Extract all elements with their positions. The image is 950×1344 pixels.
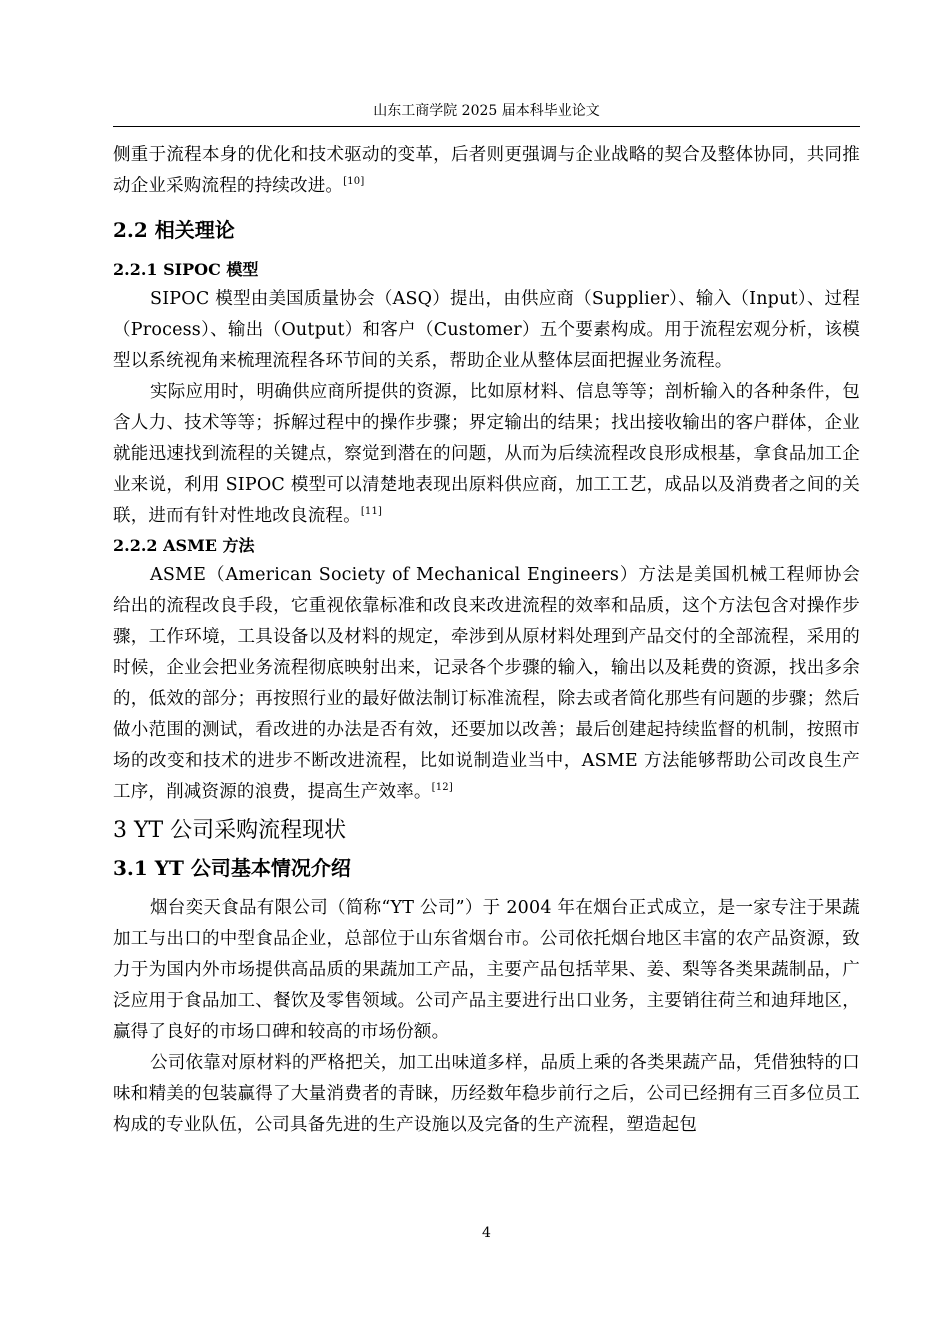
running-header: 山东工商学院 2025 届本科毕业论文 [373, 103, 600, 119]
citation-11: [11] [360, 506, 383, 518]
subsection-heading-2-2-2: 2.2.2 ASME 方法 [113, 536, 255, 555]
header-rule [113, 126, 860, 127]
paragraph-company-quality: 公司依靠对原材料的严格把关，加工出味道多样，品质上乘的各类果蔬产品，凭借独特的口味和精美的包装赢得了大量消费者的青睐，历经数年稳步前行之后，公司已经拥有三百多位员工构成的专业队伍，公司具备先进的生产设施以及完备的生产流程，塑造起包 [113, 1053, 860, 1135]
paragraph-sipoc-definition: SIPOC 模型由美国质量协会（ASQ）提出，由供应商（Supplier）、输入（Input）、过程（Process）、输出（Output）和客户（Customer）五个要素构成。用于流程宏观分析，该模型以系统视角来梳理流程各环节间的关系，帮助企业从整体层面把握业务流程。 [113, 289, 860, 371]
paragraph-asme-method: ASME（American Society of Mechanical Engineers）方法是美国机械工程师协会给出的流程改良手段，它重视依靠标准和改良来改进流程的效率和品质，这个方法包含对操作步骤，工作环境，工具设备以及材料的规定，牵涉到从原材料处理到产品交付的全部流程，采用的时候，企业会把业务流程彻底映射出来，记录各个步骤的输入，输出以及耗费的资源，找出多余的，低效的部分；再按照行业的最好做法制订标准流程，除去或者简化那些有问题的步骤；然后做小范围的测试，看改进的办法是否有效，还要加以改善；最后创建起持续监督的机制，按照市场的改变和技术的进步不断改进流程，比如说制造业当中，ASME 方法能够帮助公司改良生产工序，削减资源的浪费，提高生产效率。[12] [113, 565, 860, 802]
citation-12: [12] [431, 782, 453, 794]
paragraph-continued: 侧重于流程本身的优化和技术驱动的变革，后者则更强调与企业战略的契合及整体协同，共同推动企业采购流程的持续改进。[10] [113, 145, 860, 196]
section-heading-2-2: 2.2 相关理论 [113, 218, 235, 242]
page-number: 4 [482, 1225, 491, 1241]
paragraph-sipoc-application: 实际应用时，明确供应商所提供的资源，比如原材料、信息等等；剖析输入的各种条件，包含人力、技术等等；拆解过程中的操作步骤；界定输出的结果；找出接收输出的客户群体，企业就能迅速找到流程的关键点，察觉到潜在的问题，从而为后续流程改良形成根基，拿食品加工企业来说，利用 SIPOC 模型可以清楚地表现出原料供应商，加工工艺，成品以及消费者之间的关联，进而有针对性地改良流程。[11] [113, 382, 860, 526]
chapter-heading-3: 3 YT 公司采购流程现状 [113, 818, 347, 843]
paragraph-company-intro: 烟台奕天食品有限公司（简称“YT 公司”）于 2004 年在烟台正式成立，是一家专注于果蔬加工与出口的中型食品企业，总部位于山东省烟台市。公司依托烟台地区丰富的农产品资源，致力于为国内外市场提供高品质的果蔬加工产品，主要产品包括苹果、姜、梨等各类果蔬制品，广泛应用于食品加工、餐饮及零售领域。公司产品主要进行出口业务，主要销往荷兰和迪拜地区，赢得了良好的市场口碑和较高的市场份额。 [113, 898, 860, 1042]
body-content [113, 140, 860, 1141]
citation-10: [10] [343, 176, 365, 188]
subsection-heading-2-2-1: 2.2.1 SIPOC 模型 [113, 260, 259, 279]
section-heading-3-1: 3.1 YT 公司基本情况介绍 [113, 856, 351, 880]
